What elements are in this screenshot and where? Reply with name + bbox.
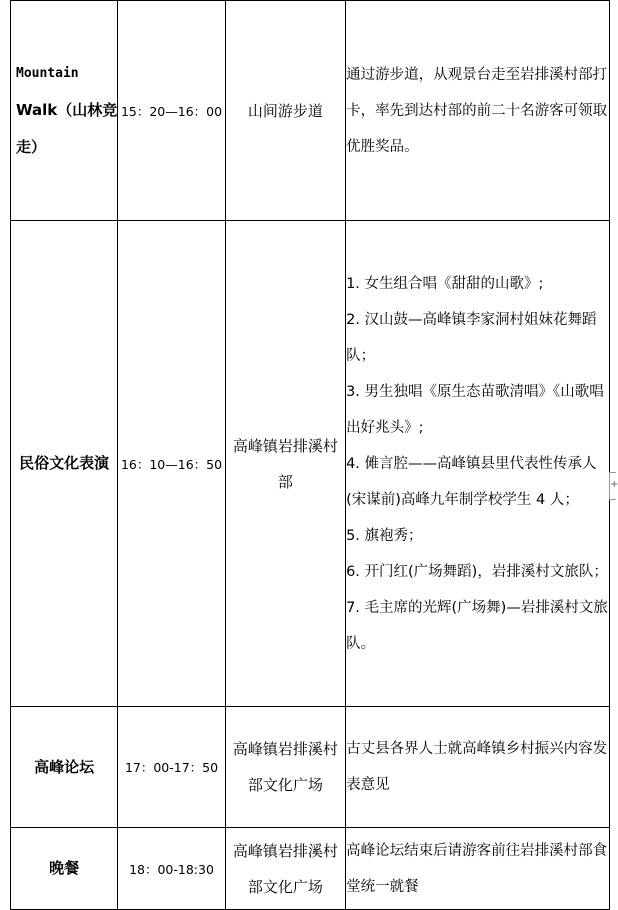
activity-time: 18：00-18:30 (118, 828, 225, 910)
activity-name-zh: Walk（山林竞走） (16, 101, 118, 156)
program-item: 5. 旗袍秀； (346, 527, 423, 544)
activity-description: 古丈县各界人士就高峰镇乡村振兴内容发表意见 (346, 707, 610, 828)
table-row (11, 828, 610, 910)
activity-program-list (346, 221, 610, 707)
activity-description: 高峰论坛结束后请游客前往岩排溪村部食堂统一就餐 (346, 828, 610, 910)
table-row (11, 707, 610, 828)
activity-name: 高峰论坛 (11, 707, 118, 828)
activity-place: 山间游步道 (225, 1, 345, 221)
activity-place: 高峰镇岩排溪村部文化广场 (225, 707, 345, 828)
activity-name: 晚餐 (11, 828, 118, 910)
program-item: 6. 开门红(广场舞蹈)，岩排溪村文旅队； (346, 563, 608, 580)
activity-place: 高峰镇岩排溪村部 (225, 221, 345, 707)
table-resize-handle[interactable]: + (609, 472, 616, 500)
table-row (11, 1, 610, 221)
activity-time: 16：10—16：50 (118, 221, 225, 707)
activity-time: 17：00-17：50 (118, 707, 225, 828)
schedule-sheet (10, 0, 610, 910)
program-item: 1. 女生组合唱《甜甜的山歌》; (346, 275, 544, 292)
activity-place: 高峰镇岩排溪村部文化广场 (225, 828, 345, 910)
program-item: 3. 男生独唱《原生态苗歌清唱》《山歌唱出好兆头》; (346, 383, 604, 436)
activity-name-en: Mountain (16, 66, 79, 81)
program-item: 7. 毛主席的光辉(广场舞)—岩排溪村文旅队。 (346, 599, 608, 652)
activity-time: 15：20—16：00 (118, 1, 225, 221)
table-row (11, 221, 610, 707)
activity-name: 民俗文化表演 (11, 221, 118, 707)
activity-description: 通过游步道，从观景台走至岩排溪村部打卡，率先到达村部的前二十名游客可领取优胜奖品。 (346, 1, 610, 221)
schedule-table (10, 0, 610, 910)
program-item: 4. 傩言腔——高峰镇县里代表性传承人(宋谋前)高峰九年制学校学生 4 人； (346, 455, 597, 508)
activity-name-cell (11, 1, 118, 221)
program-item: 2. 汉山鼓—高峰镇李家洞村姐妹花舞蹈队； (346, 311, 597, 364)
